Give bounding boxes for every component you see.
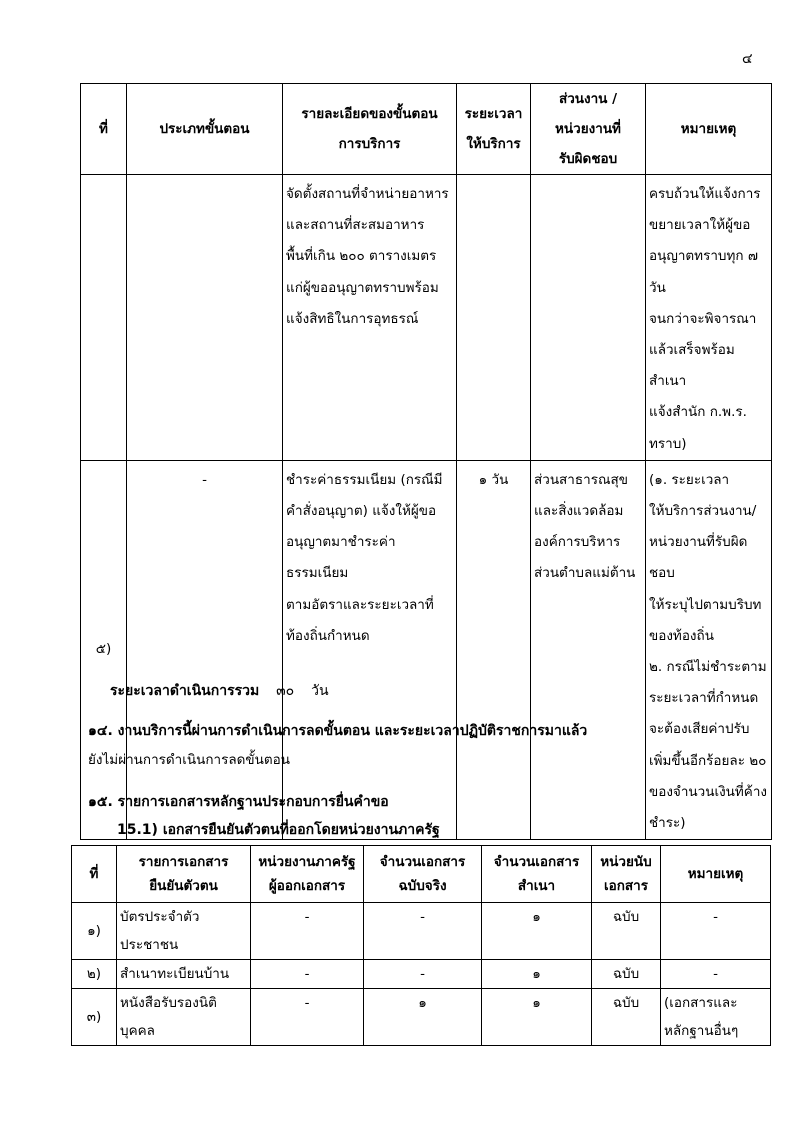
cell-no bbox=[81, 175, 127, 461]
document-name-line: บัตรประจำตัว bbox=[120, 909, 200, 925]
cell-no: ๕) bbox=[81, 460, 127, 839]
note-line: จะต้องเสียค่าปรับ bbox=[649, 721, 750, 738]
note-line: (เอกสารและ bbox=[664, 995, 738, 1011]
note-line: เพิ่มขึ้นอีกร้อยละ ๒๐ bbox=[649, 752, 767, 769]
cell-note bbox=[646, 175, 772, 461]
cell-note: - bbox=[661, 903, 771, 960]
detail-line: พื้นที่เกิน ๒๐๐ ตารางเมตร bbox=[286, 248, 437, 265]
type-value: - bbox=[202, 471, 207, 488]
unit-line: ส่วนสาธารณสุข bbox=[534, 471, 628, 488]
note-line: (๑. ระยะเวลา bbox=[649, 471, 730, 488]
section-15-1-heading: 15.1) เอกสารยืนยันตัวตนที่ออกโดยหน่วยงานภาครัฐ bbox=[117, 822, 440, 838]
header-copy-count: จำนวนเอกสาร สำเนา bbox=[482, 846, 592, 903]
cell-detail bbox=[283, 175, 457, 461]
detail-line: แก่ผู้ขออนุญาตทราบพร้อม bbox=[286, 279, 439, 296]
cell-copy: ๑ bbox=[482, 989, 592, 1046]
note-line: ของท้องถิ่น bbox=[649, 627, 714, 644]
note-line: แล้วเสร็จพร้อมสำเนา bbox=[649, 342, 735, 390]
note-line: ของจำนวนเงินที่ค้าง bbox=[649, 783, 767, 800]
page-number: ๔ bbox=[742, 51, 753, 67]
table-header-row bbox=[81, 84, 772, 175]
section-14-text: ยังไม่ผ่านการดำเนินการลดขั้นตอน bbox=[88, 752, 290, 768]
cell-document-name bbox=[117, 903, 251, 960]
cell-no: ๑) bbox=[72, 903, 117, 960]
total-duration bbox=[110, 680, 341, 702]
detail-line: ชำระค่าธรรมเนียม (กรณีมี bbox=[286, 471, 443, 488]
header-duration: ระยะเวลา ให้บริการ bbox=[457, 84, 531, 175]
detail-line: ท้องถิ่นกำหนด bbox=[286, 627, 370, 644]
cell-original: - bbox=[364, 960, 482, 989]
cell-document-name bbox=[117, 989, 251, 1046]
note-line: ชำระ) bbox=[649, 815, 686, 832]
total-duration-value: ๓๐ bbox=[276, 683, 295, 699]
header-step-type: ประเภทขั้นตอน bbox=[127, 84, 283, 175]
unit-line: ส่วนตำบลแม่ต้าน bbox=[534, 565, 636, 582]
detail-line: คำสั่งอนุญาต) แจ้งให้ผู้ขอ bbox=[286, 503, 437, 520]
detail-line: จัดตั้งสถานที่จำหน่ายอาหาร bbox=[286, 186, 449, 202]
header-unit: หน่วยนับ เอกสาร bbox=[592, 846, 661, 903]
note-line: หน่วยงานที่รับผิดชอบ bbox=[649, 534, 748, 582]
cell-unit bbox=[531, 460, 646, 839]
note-line: ขยายเวลาให้ผู้ขอ bbox=[649, 217, 751, 234]
section-14-heading: ๑๔. งานบริการนี้ผ่านการดำเนินการลดขั้นตอน และระยะเวลาปฏิบัติราชการมาแล้ว bbox=[88, 723, 588, 739]
note-line: ๒. กรณีไม่ชำระตาม bbox=[649, 659, 767, 676]
identity-documents-table bbox=[71, 845, 771, 1046]
header-no: ที่ bbox=[72, 846, 117, 903]
cell-original: - bbox=[364, 903, 482, 960]
detail-line: แจ้งสิทธิในการอุทธรณ์ bbox=[286, 310, 419, 327]
note-line: ให้ระบุไปตามบริบท bbox=[649, 596, 762, 613]
table-header-row bbox=[72, 846, 771, 903]
cell-no: ๓) bbox=[72, 989, 117, 1046]
total-duration-unit: วัน bbox=[311, 683, 329, 699]
document-name-line: สำเนาทะเบียนบ้าน bbox=[120, 966, 230, 982]
note-line: ระยะเวลาที่กำหนด bbox=[649, 690, 759, 707]
note-line: แจ้งสำนัก ก.พ.ร. bbox=[649, 404, 747, 421]
cell-document-name bbox=[117, 960, 251, 989]
note-line: หลักฐานอื่นๆ bbox=[664, 1023, 739, 1039]
cell-no: ๒) bbox=[72, 960, 117, 989]
cell-duration bbox=[457, 460, 531, 839]
cell-unit: ฉบับ bbox=[592, 903, 661, 960]
detail-line: อนุญาตมาชำระค่าธรรมเนียม bbox=[286, 534, 396, 582]
cell-copy: ๑ bbox=[482, 903, 592, 960]
cell-note bbox=[646, 460, 772, 839]
cell-detail bbox=[283, 460, 457, 839]
header-responsible-unit: ส่วนงาน / หน่วยงานที่ รับผิดชอบ bbox=[531, 84, 646, 175]
unit-line: องค์การบริหาร bbox=[534, 534, 621, 551]
note-line: ให้บริการส่วนงาน/ bbox=[649, 503, 757, 520]
document-name-line: ประชาชน bbox=[120, 937, 179, 953]
total-duration-label: ระยะเวลาดำเนินการรวม bbox=[110, 683, 260, 699]
unit-line: และสิ่งแวดล้อม bbox=[534, 503, 624, 520]
header-original-count: จำนวนเอกสาร ฉบับจริง bbox=[364, 846, 482, 903]
section-15-heading: ๑๕. รายการเอกสารหลักฐานประกอบการยื่นคำขอ bbox=[88, 794, 389, 810]
header-note: หมายเหตุ bbox=[661, 846, 771, 903]
cell-unit: ฉบับ bbox=[592, 989, 661, 1046]
cell-unit bbox=[531, 175, 646, 461]
cell-type bbox=[127, 175, 283, 461]
table-row bbox=[81, 460, 772, 839]
note-line: ทราบ) bbox=[649, 435, 687, 452]
table-row bbox=[72, 960, 771, 989]
note-line: อนุญาตทราบทุก ๗ วัน bbox=[649, 248, 759, 296]
cell-copy: ๑ bbox=[482, 960, 592, 989]
cell-note bbox=[661, 989, 771, 1046]
cell-agency: - bbox=[251, 903, 364, 960]
document-name-line: บุคคล bbox=[120, 1023, 155, 1039]
note-line: ครบถ้วนให้แจ้งการ bbox=[649, 186, 761, 202]
cell-original: ๑ bbox=[364, 989, 482, 1046]
note-line: จนกว่าจะพิจารณา bbox=[649, 310, 757, 327]
header-step-detail: รายละเอียดของขั้นตอน การบริการ bbox=[283, 84, 457, 175]
cell-unit: ฉบับ bbox=[592, 960, 661, 989]
cell-type bbox=[127, 460, 283, 839]
header-document-name: รายการเอกสาร ยืนยันตัวตน bbox=[117, 846, 251, 903]
table-row bbox=[81, 175, 772, 461]
cell-agency: - bbox=[251, 960, 364, 989]
header-note: หมายเหตุ bbox=[646, 84, 772, 175]
detail-line: และสถานที่สะสมอาหาร bbox=[286, 217, 425, 234]
table-row bbox=[72, 989, 771, 1046]
cell-agency: - bbox=[251, 989, 364, 1046]
duration-value: ๑ วัน bbox=[478, 471, 509, 488]
header-issuing-agency: หน่วยงานภาครัฐ ผู้ออกเอกสาร bbox=[251, 846, 364, 903]
document-name-line: หนังสือรับรองนิติ bbox=[120, 995, 217, 1011]
table-row bbox=[72, 903, 771, 960]
cell-note: - bbox=[661, 960, 771, 989]
cell-duration bbox=[457, 175, 531, 461]
header-no: ที่ bbox=[81, 84, 127, 175]
detail-line: ตามอัตราและระยะเวลาที่ bbox=[286, 596, 434, 613]
